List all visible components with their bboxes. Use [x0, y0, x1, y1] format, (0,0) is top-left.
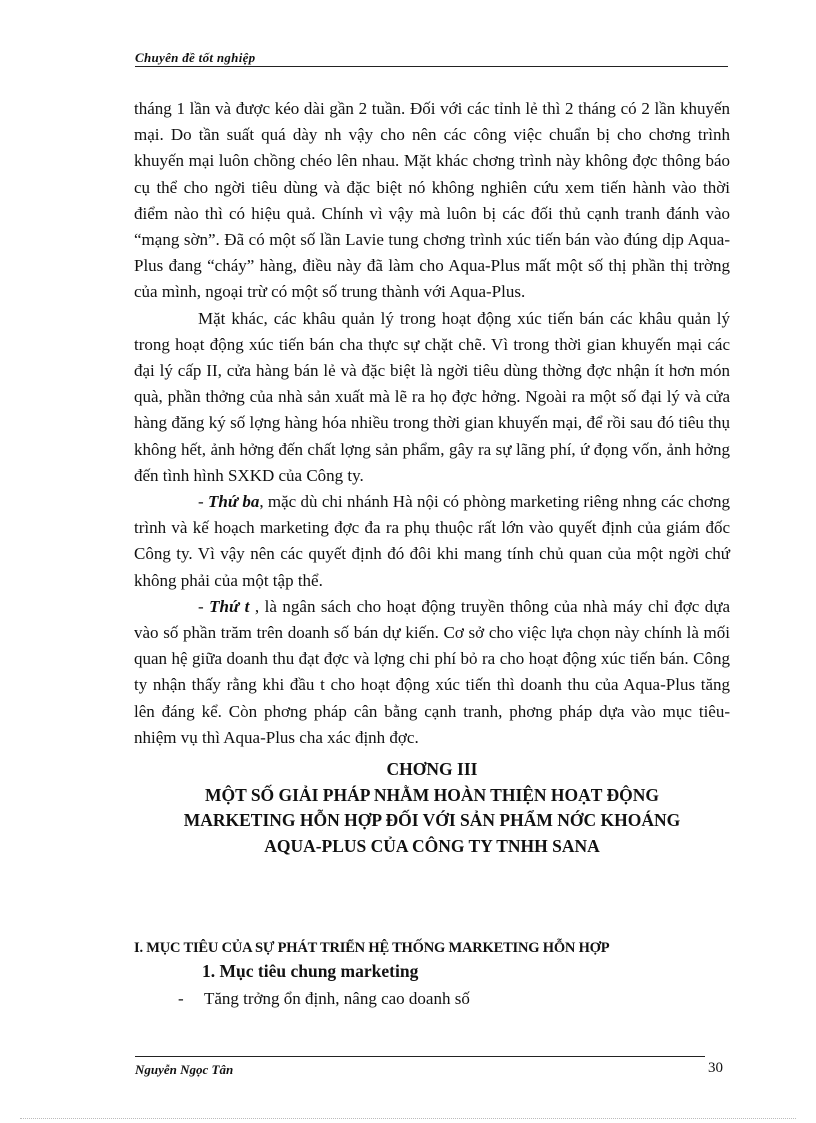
chapter-heading — [134, 757, 730, 859]
paragraph: Mặt khác, các khâu quản lý trong hoạt động xúc tiến bán các khâu quản lý trong hoạt động xúc tiến bán cha thực sự chặt chẽ. Vì trong thời gian khuyến mại các đại lý cấp II, cửa hàng bán lẻ và đặc biệt là ngời tiêu dùng thờng đợc nhận ít hơn món quà, phần thởng của nhà sản xuất mà lẽ ra họ đợc hởng. Ngoài ra một số đại lý và cửa hàng đăng ký số lợng hàng hóa nhiều trong thời gian khuyến mại, để rồi sau đó tiêu thụ không hết, ảnh hởng đến chất lợng sản phẩm, gây ra sự lãng phí, ứ đọng vốn, ảnh hởng đến tình hình SXKD của Công ty. — [134, 308, 730, 485]
item-label: Thứ t — [209, 596, 250, 616]
item-text: , là ngân sách cho hoạt động truyền thông của nhà máy chỉ đợc dựa vào số phần trăm trên doanh số bán dự kiến. Cơ sở cho việc lựa chọn này chính là mối quan hệ giữa doanh thu đạt đợc và lợng chi phí bỏ ra cho hoạt động xúc tiến bán. Công ty nhận thấy rằng khi đầu t cho hoạt động xúc tiến thì doanh thu của Aqua-Plus tăng lên đáng kể. Còn phơng pháp cân bằng cạnh tranh, phơng pháp dựa vào mục tiêu- nhiệm vụ thì Aqua-Plus cha xác định đợc. — [134, 596, 730, 747]
item-prefix: - — [198, 596, 210, 616]
paragraph: tháng 1 lần và được kéo dài gần 2 tuần. Đối với các tỉnh lẻ thì 2 tháng có 2 lần khuyến mại. Do tần suất quá dày nh vậy cho nên các công việc chuẩn bị cho chơng trình khuyến mại luôn chồng chéo lên nhau. Mặt khác chơng trình này không đợc thông báo cụ thể cho ngời tiêu dùng và đặc biệt nó không nghiên cứu xem tiến hành vào thời điểm nào thì có hiệu quả. Chính vì vậy mà luôn bị các đối thủ cạnh tranh đánh vào “mạng sờn”. Đã có một số lần Lavie tung chơng trình xúc tiến bán vào đúng dịp Aqua-Plus đang “cháy” hàng, điều này đã làm cho Aqua-Plus mất một số thị phần thị trờng của mình, ngoại trừ có một số trung thành với Aqua-Plus. — [134, 99, 730, 302]
item-label: Thứ ba — [207, 492, 260, 512]
bullet-item — [178, 989, 470, 1009]
chapter-number: CHƠNG III — [386, 759, 478, 780]
list-item-fourth — [134, 594, 730, 751]
chapter-title-line: MARKETING HỖN HỢP ĐỐI VỚI SẢN PHẨM NỚC KHOÁNG — [183, 810, 681, 831]
list-item-third — [134, 489, 730, 594]
bullet-text: Tăng trởng ổn định, nâng cao doanh số — [204, 989, 470, 1008]
page-edge-divider — [20, 1118, 796, 1119]
section-heading: I. MỤC TIÊU CỦA SỰ PHÁT TRIỂN HỆ THỐNG MARKETING HỖN HỢP — [134, 940, 610, 956]
chapter-title-line: MỘT SỐ GIẢI PHÁP NHẰM HOÀN THIỆN HOẠT ĐỘNG — [204, 784, 660, 805]
footer-author: Nguyễn Ngọc Tân — [135, 1062, 234, 1077]
bullet-dash: - — [178, 989, 184, 1008]
footer-divider — [135, 1056, 705, 1057]
document-body — [134, 96, 730, 859]
item-prefix: - — [198, 492, 208, 512]
item-text: , mặc dù chi nhánh Hà nội có phòng marketing riêng nhng các chơng trình và kế hoạch marketing đợc đa ra phụ thuộc rất lớn vào quyết định của giám đốc Công ty. Vì vậy nên các quyết định đó đôi khi mang tính chủ quan của một ngời chứ không phải của một tập thể. — [134, 492, 730, 590]
subsection-heading: 1. Mục tiêu chung marketing — [202, 961, 419, 981]
page-header — [135, 50, 728, 67]
header-title: Chuyên đề tốt nghiệp — [135, 50, 256, 65]
chapter-title-line: AQUA-PLUS CỦA CÔNG TY TNHH SANA — [264, 835, 600, 856]
page-number: 30 — [708, 1060, 723, 1076]
